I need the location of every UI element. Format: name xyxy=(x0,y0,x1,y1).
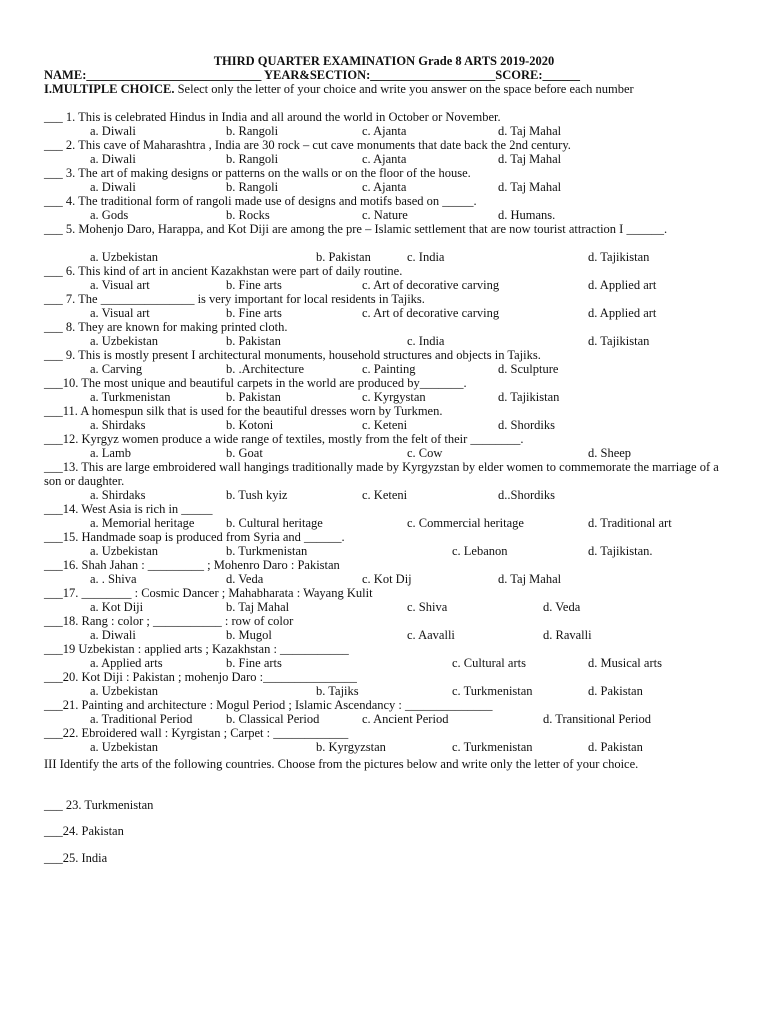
answer-option: b. Pakistan xyxy=(226,390,281,404)
question-stem: ___14. West Asia is rich in _____ xyxy=(44,502,213,516)
answer-option: b. Fine arts xyxy=(226,278,282,292)
answer-option: b. Pakistan xyxy=(316,250,371,264)
answer-option: a. Uzbekistan xyxy=(90,684,159,698)
question-options xyxy=(0,656,768,670)
answer-option: c. Painting xyxy=(362,362,416,376)
answer-option: a. Carving xyxy=(90,362,143,376)
answer-option: c. India xyxy=(407,250,445,264)
answer-option: b. Kyrgyzstan xyxy=(316,740,386,754)
answer-option: a. Uzbekistan xyxy=(90,740,159,754)
answer-option: a. Applied arts xyxy=(90,656,163,670)
answer-option: d. Taj Mahal xyxy=(498,572,562,586)
answer-option: a. Gods xyxy=(90,208,129,222)
answer-option: a. Diwali xyxy=(90,628,136,642)
question-options xyxy=(0,712,768,726)
question-options xyxy=(0,740,768,754)
question-options xyxy=(0,334,768,348)
question-stem: ___ 8. They are known for making printed cloth. xyxy=(44,320,288,334)
answer-option: d. Applied art xyxy=(588,278,657,292)
answer-option: c. India xyxy=(407,334,445,348)
answer-option: d. Taj Mahal xyxy=(498,180,562,194)
answer-option: c. Turkmenistan xyxy=(452,684,533,698)
answer-option: a. Diwali xyxy=(90,152,136,166)
question-stem: ___12. Kyrgyz women produce a wide range of textiles, mostly from the felt of their ________. xyxy=(44,432,524,446)
answer-option: b. .Architecture xyxy=(226,362,305,376)
identify-item: ___25. India xyxy=(44,851,108,865)
answer-option: b. Turkmenistan xyxy=(226,544,308,558)
answer-option: b. Mugol xyxy=(226,628,272,642)
answer-option: c. Commercial heritage xyxy=(407,516,524,530)
student-info-header: NAME:____________________________ YEAR&SECTION:____________________SCORE:______ xyxy=(44,68,581,82)
answer-option: d. Pakistan xyxy=(588,684,643,698)
answer-option: a. Kot Diji xyxy=(90,600,144,614)
question-options xyxy=(0,516,768,530)
answer-option: d. Tajikistan xyxy=(588,334,650,348)
answer-option: a. . Shiva xyxy=(90,572,137,586)
question-stem: ___ 3. The art of making designs or patterns on the walls or on the floor of the house. xyxy=(44,166,471,180)
answer-option: a. Memorial heritage xyxy=(90,516,195,530)
question-stem: ___20. Kot Diji : Pakistan ; mohenjo Daro :_______________ xyxy=(44,670,357,684)
question-stem: ___15. Handmade soap is produced from Syria and ______. xyxy=(44,530,345,544)
question-stem: ___ 7. The _______________ is very important for local residents in Tajiks. xyxy=(44,292,425,306)
answer-option: c. Ajanta xyxy=(362,124,407,138)
answer-option: c. Kot Dij xyxy=(362,572,412,586)
answer-option: b. Tush kyiz xyxy=(226,488,288,502)
question-stem: ___13. This are large embroidered wall hangings traditionally made by Kyrgyzstan by elder women to commemorate the marriage of a son or daughter. xyxy=(44,460,719,488)
question-stem: ___19 Uzbekistan : applied arts ; Kazakhstan : ___________ xyxy=(44,642,349,656)
answer-option: b. Rocks xyxy=(226,208,270,222)
section1-label: I.MULTIPLE CHOICE. xyxy=(44,82,175,96)
answer-option: b. Tajiks xyxy=(316,684,359,698)
question-options xyxy=(0,544,768,558)
answer-option: d. Veda xyxy=(543,600,581,614)
answer-option: d. Humans. xyxy=(498,208,556,222)
answer-option: c. Turkmenistan xyxy=(452,740,533,754)
question-stem: ___22. Ebroidered wall : Kyrgistan ; Carpet : ____________ xyxy=(44,726,349,740)
answer-option: c. Ancient Period xyxy=(362,712,449,726)
answer-option: b. Rangoli xyxy=(226,124,279,138)
answer-option: c. Art of decorative carving xyxy=(362,306,500,320)
answer-option: c. Cow xyxy=(407,446,443,460)
answer-option: a. Uzbekistan xyxy=(90,250,159,264)
answer-option: d. Tajikistan xyxy=(588,250,650,264)
answer-option: c. Nature xyxy=(362,208,408,222)
question-stem: ___18. Rang : color ; ___________ : row of color xyxy=(44,614,294,628)
answer-option: d. Musical arts xyxy=(588,656,662,670)
answer-option: d. Applied art xyxy=(588,306,657,320)
question-options xyxy=(0,572,768,586)
answer-option: a. Diwali xyxy=(90,124,136,138)
answer-option: b. Rangoli xyxy=(226,180,279,194)
question-stem: ___ 1. This is celebrated Hindus in India and all around the world in October or November. xyxy=(44,110,501,124)
question-stem: ___16. Shah Jahan : _________ ; Mohenro Daro : Pakistan xyxy=(44,558,340,572)
answer-option: b. Cultural heritage xyxy=(226,516,323,530)
question-stem: ___ 9. This is mostly present I architectural monuments, household structures and objects in Tajiks. xyxy=(44,348,541,362)
question-options xyxy=(0,124,768,138)
answer-option: c. Keteni xyxy=(362,418,408,432)
answer-option: a. Shirdaks xyxy=(90,488,146,502)
answer-option: d. Taj Mahal xyxy=(498,152,562,166)
answer-option: a. Shirdaks xyxy=(90,418,146,432)
answer-option: d. Sculpture xyxy=(498,362,559,376)
question-options xyxy=(0,418,768,432)
question-options xyxy=(0,488,768,502)
answer-option: b. Kotoni xyxy=(226,418,274,432)
question-options xyxy=(0,628,768,642)
question-options xyxy=(0,600,768,614)
question-options xyxy=(0,180,768,194)
answer-option: a. Visual art xyxy=(90,306,150,320)
identify-item: ___24. Pakistan xyxy=(44,824,124,838)
answer-option: a. Lamb xyxy=(90,446,131,460)
answer-option: b. Rangoli xyxy=(226,152,279,166)
answer-option: d. Ravalli xyxy=(543,628,592,642)
answer-option: d. Traditional art xyxy=(588,516,672,530)
question-options xyxy=(0,208,768,222)
question-options xyxy=(0,362,768,376)
answer-option: c. Keteni xyxy=(362,488,408,502)
answer-option: b. Fine arts xyxy=(226,656,282,670)
answer-option: b. Fine arts xyxy=(226,306,282,320)
answer-option: d. Taj Mahal xyxy=(498,124,562,138)
answer-option: c. Kyrgystan xyxy=(362,390,426,404)
answer-option: b. Pakistan xyxy=(226,334,281,348)
answer-option: a. Diwali xyxy=(90,180,136,194)
question-stem: ___21. Painting and architecture : Mogul Period ; Islamic Ascendancy : ______________ xyxy=(44,698,493,712)
answer-option: a. Visual art xyxy=(90,278,150,292)
answer-option: c. Aavalli xyxy=(407,628,455,642)
question-options xyxy=(0,306,768,320)
answer-option: a. Uzbekistan xyxy=(90,334,159,348)
question-stem: ___17. ________ : Cosmic Dancer ; Mahabharata : Wayang Kulit xyxy=(44,586,373,600)
answer-option: d. Veda xyxy=(226,572,264,586)
answer-option: d. Transitional Period xyxy=(543,712,651,726)
answer-option: c. Lebanon xyxy=(452,544,508,558)
question-options xyxy=(0,278,768,292)
question-stem: ___ 6. This kind of art in ancient Kazakhstan were part of daily routine. xyxy=(44,264,403,278)
answer-option: c. Ajanta xyxy=(362,180,407,194)
question-options xyxy=(0,152,768,166)
question-stem: ___11. A homespun silk that is used for the beautiful dresses worn by Turkmen. xyxy=(44,404,443,418)
answer-option: b. Classical Period xyxy=(226,712,320,726)
question-stem: ___ 5. Mohenjo Daro, Harappa, and Kot Diji are among the pre – Islamic settlement that are now tourist attraction I ______. xyxy=(44,222,668,236)
answer-option: d. Tajikistan. xyxy=(588,544,653,558)
answer-option: a. Turkmenistan xyxy=(90,390,171,404)
answer-option: d. Pakistan xyxy=(588,740,643,754)
answer-option: c. Shiva xyxy=(407,600,448,614)
question-stem: ___10. The most unique and beautiful carpets in the world are produced by_______. xyxy=(44,376,467,390)
answer-option: c. Cultural arts xyxy=(452,656,526,670)
answer-option: d. Shordiks xyxy=(498,418,555,432)
answer-option: d..Shordiks xyxy=(498,488,555,502)
answer-option: a. Traditional Period xyxy=(90,712,193,726)
exam-title: THIRD QUARTER EXAMINATION Grade 8 ARTS 2019-2020 xyxy=(213,54,555,68)
question-stem: ___ 2. This cave of Maharashtra , India are 30 rock – cut cave monuments that date back the 2nd century. xyxy=(44,138,571,152)
answer-option: b. Goat xyxy=(226,446,263,460)
question-options xyxy=(0,684,768,698)
answer-option: b. Taj Mahal xyxy=(226,600,290,614)
section1-instructions xyxy=(44,82,724,96)
answer-option: d. Tajikistan xyxy=(498,390,560,404)
answer-option: c. Ajanta xyxy=(362,152,407,166)
question-options xyxy=(0,250,768,264)
question-stem: ___ 4. The traditional form of rangoli made use of designs and motifs based on _____. xyxy=(44,194,477,208)
answer-option: d. Sheep xyxy=(588,446,632,460)
answer-option: a. Uzbekistan xyxy=(90,544,159,558)
section3-instructions: III Identify the arts of the following countries. Choose from the pictures below and write only the letter of your choice. xyxy=(44,757,639,771)
section1-text: Select only the letter of your choice and write you answer on the space before each number xyxy=(174,82,634,96)
answer-option: c. Art of decorative carving xyxy=(362,278,500,292)
identify-item: ___ 23. Turkmenistan xyxy=(44,798,154,812)
question-options xyxy=(0,446,768,460)
question-options xyxy=(0,390,768,404)
